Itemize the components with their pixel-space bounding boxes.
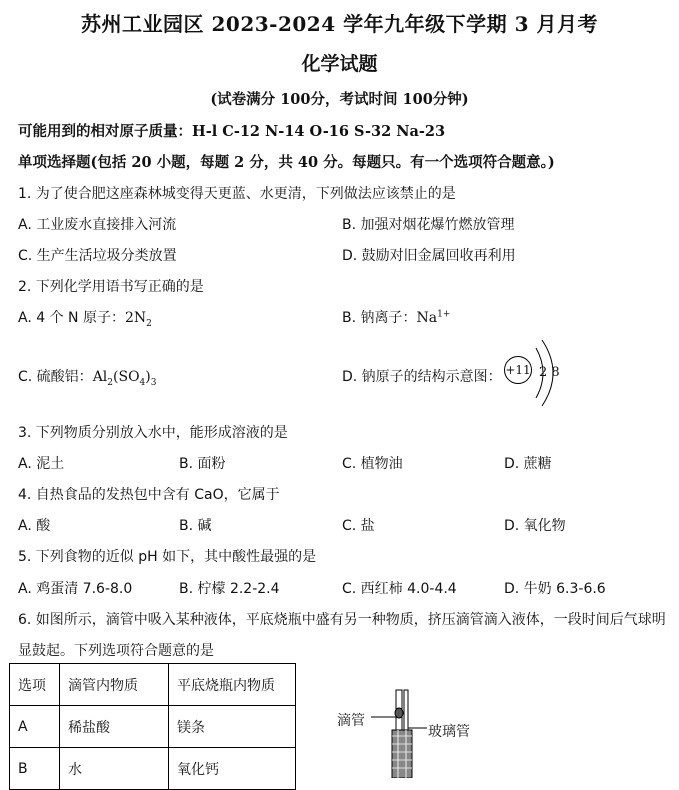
q6-header-option: 选项	[10, 664, 60, 706]
q2-stem: 2. 下列化学用语书写正确的是	[18, 279, 204, 295]
table-row	[10, 706, 296, 748]
q6-row-a-flask: 镁条	[169, 706, 296, 748]
section-heading: 单项选择题(包括 20 小题，每题 2 分，共 40 分。每题只。有一个选项符合题意。)	[18, 154, 555, 171]
q2-option-b-formula: Na	[416, 310, 438, 326]
atomic-masses: 可能用到的相对原子质量：H-l C-12 N-14 O-16 S-32 Na-23	[18, 123, 446, 140]
q2-option-c-sub1: 2	[107, 377, 114, 388]
q4-option-c: C. 盐	[342, 518, 375, 534]
exam-subject: 化学试题	[301, 53, 378, 75]
apparatus-drawing	[370, 688, 430, 778]
electron-shell-counts: 2 8	[539, 365, 560, 380]
q6-header-dropper: 滴管内物质	[60, 664, 169, 706]
q3-option-a: A. 泥土	[18, 456, 65, 472]
q6-row-b-dropper: 水	[60, 748, 169, 790]
q1-option-b: B. 加强对烟花爆竹燃放管理	[342, 217, 515, 233]
dropper-label: 滴管	[337, 713, 365, 729]
q6-row-b-option: B	[10, 748, 60, 790]
q6-table	[9, 663, 296, 790]
q5-option-c: C. 西红柿 4.0-4.4	[342, 581, 457, 597]
q4-option-b: B. 碱	[179, 518, 212, 534]
q2-option-c	[18, 366, 156, 388]
q2-option-b-sup: 1+	[437, 309, 451, 320]
q2-option-c-prefix: C. 硫酸铝：	[18, 369, 93, 385]
q2-option-a	[18, 307, 152, 329]
q6-row-a-option: A	[10, 706, 60, 748]
q6-row-a-dropper: 稀盐酸	[60, 706, 169, 748]
dropper-bulb	[395, 708, 403, 718]
q2-option-a-sub: 2	[146, 318, 152, 329]
q1-option-a: A. 工业废水直接排入河流	[18, 217, 177, 233]
q4-option-a: A. 酸	[18, 518, 51, 534]
q5-option-a: A. 鸡蛋清 7.6-8.0	[18, 581, 133, 597]
exam-note: (试卷满分 100分，考试时间 100分钟)	[210, 91, 469, 108]
q1-stem: 1. 为了使合肥这座森林城变得天更蓝、水更清，下列做法应该禁止的是	[18, 186, 456, 202]
q5-stem: 5. 下列食物的近似 pH 如下，其中酸性最强的是	[18, 549, 317, 565]
q3-option-c: C. 植物油	[342, 456, 403, 472]
q3-option-b: B. 面粉	[179, 456, 226, 472]
stopper	[392, 730, 412, 778]
q2-option-c-close: )	[145, 369, 151, 385]
q2-option-b-prefix: B. 钠离子：	[342, 310, 417, 326]
table-row	[10, 748, 296, 790]
q4-option-d: D. 氧化物	[504, 518, 566, 534]
q2-option-b	[342, 307, 450, 327]
q1-option-c: C. 生产生活垃圾分类放置	[18, 248, 177, 264]
q2-option-a-prefix: A. 4 个 N 原子：	[18, 310, 125, 326]
q4-stem: 4. 自热食品的发热包中含有 CaO，它属于	[18, 487, 280, 503]
q6-row-b-flask: 氧化钙	[169, 748, 296, 790]
q3-option-d: D. 蔗糖	[504, 456, 552, 472]
q6-stem-line2: 显鼓起。下列选项符合题意的是	[18, 643, 214, 659]
q2-option-c-al: Al	[92, 369, 108, 385]
q2-option-a-formula: 2N	[124, 310, 147, 326]
q5-option-d: D. 牛奶 6.3-6.6	[504, 581, 606, 597]
q2-option-c-sub3: 3	[150, 377, 157, 388]
q2-option-d: D. 钠原子的结构示意图：	[342, 369, 502, 385]
q6-header-flask: 平底烧瓶内物质	[169, 664, 296, 706]
exam-title: 苏州工业园区 2023-2024 学年九年级下学期 3 月月考	[81, 12, 598, 36]
q2-option-c-mid: (SO	[113, 369, 140, 385]
q3-stem: 3. 下列物质分别放入水中，能形成溶液的是	[18, 425, 288, 441]
glass-tube-label: 玻璃管	[428, 724, 470, 740]
q6-stem-line1: 6. 如图所示，滴管中吸入某种液体，平底烧瓶中盛有另一种物质，挤压滴管滴入液体，一段时间后气球明	[18, 612, 666, 628]
sodium-nucleus: +11	[504, 356, 532, 384]
q1-option-d: D. 鼓励对旧金属回收再利用	[342, 248, 516, 264]
q5-option-b: B. 柠檬 2.2-2.4	[179, 581, 280, 597]
q2-option-c-sub2: 4	[139, 377, 146, 388]
